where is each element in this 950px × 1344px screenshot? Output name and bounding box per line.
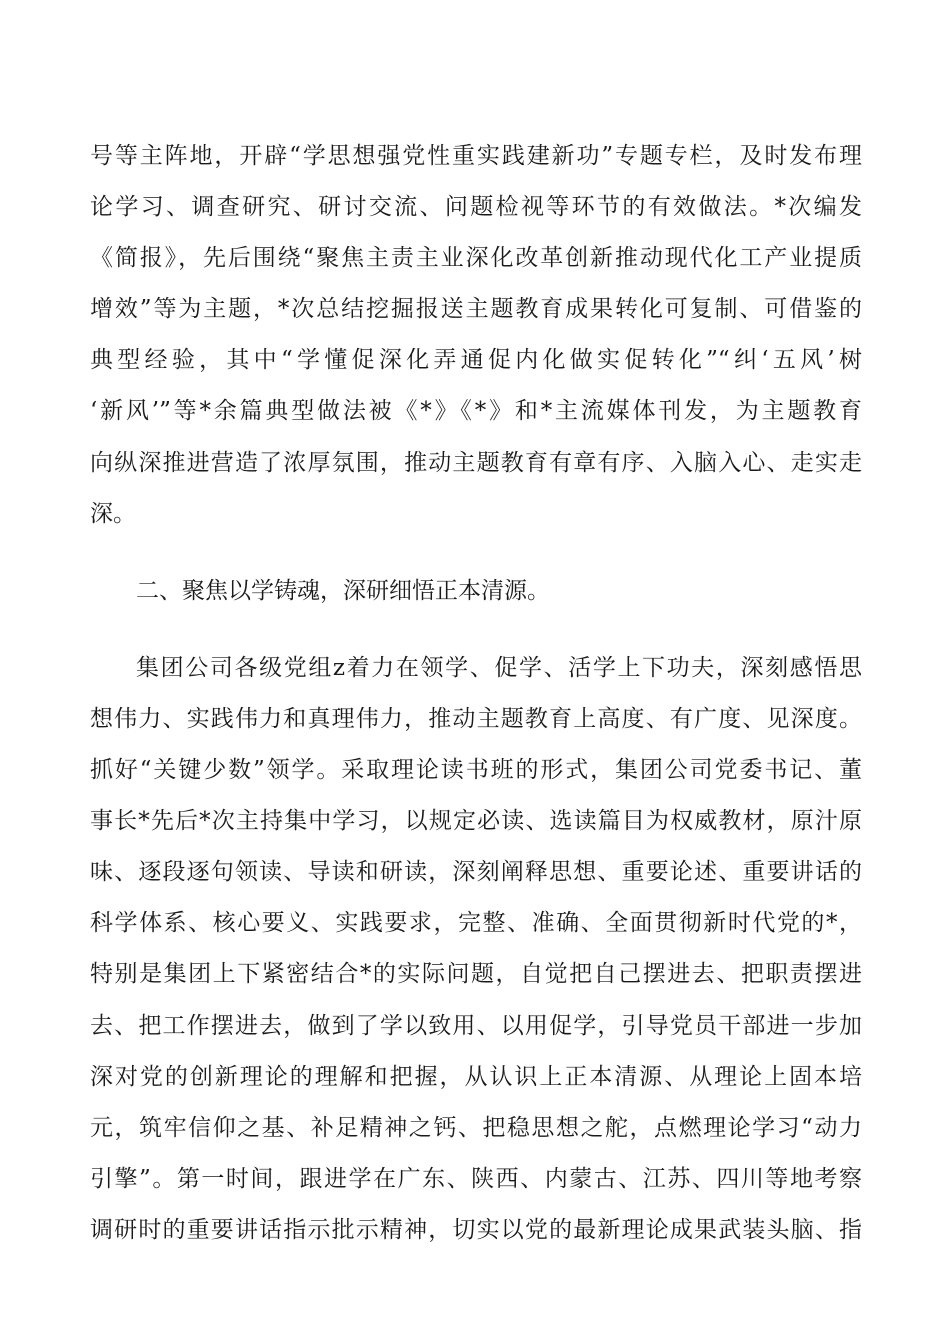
text-line: 增效”等为主题，*次总结挖掘报送主题教育成果转化可复制、可借鉴的 — [90, 296, 862, 323]
paragraph-continuation — [90, 131, 862, 540]
text-line: 特别是集团上下紧密结合*的实际问题，自觉把自己摆进去、把职责摆进 — [90, 961, 862, 988]
text-line: 深对党的创新理论的理解和把握，从认识上正本清源、从理论上固本培 — [90, 1063, 862, 1090]
text-line: 元，筑牢信仰之基、补足精神之钙、把稳思想之舵，点燃理论学习“动力 — [90, 1114, 862, 1141]
text-line: 抓好“关键少数”领学。采取理论读书班的形式，集团公司党委书记、董 — [90, 757, 862, 784]
text-line: 科学体系、核心要义、实践要求，完整、准确、全面贯彻新时代党的*， — [90, 910, 862, 937]
text-line: 想伟力、实践伟力和真理伟力，推动主题教育上高度、有广度、见深度。 — [90, 705, 862, 732]
text-line: ‘新风’”等*余篇典型做法被《*》《*》和*主流媒体刊发，为主题教育 — [90, 398, 862, 425]
text-line: 引擎”。第一时间，跟进学在广东、陕西、内蒙古、江苏、四川等地考察 — [90, 1165, 862, 1192]
text-line: 深。 — [90, 500, 136, 527]
text-line: 调研时的重要讲话指示批示精神，切实以党的最新理论成果武装头脑、指 — [90, 1216, 862, 1243]
text-line: 典型经验，其中“学懂促深化弄通促内化做实促转化”“纠‘五风’树 — [90, 347, 862, 374]
paragraph-section-two — [90, 643, 862, 1256]
document-body — [90, 131, 862, 1256]
text-line: 号等主阵地，开辟“学思想强党性重实践建新功”专题专栏，及时发布理 — [90, 143, 862, 169]
text-line: 集团公司各级党组z着力在领学、促学、活学上下功夫，深刻感悟思 — [136, 654, 862, 681]
text-line: 《简报》，先后围绕“聚焦主责主业深化改革创新推动现代化工产业提质 — [90, 245, 862, 272]
text-line: 去、把工作摆进去，做到了学以致用、以用促学，引导党员干部进一步加 — [90, 1012, 862, 1039]
section-heading: 二、聚焦以学铸魂，深研细悟正本清源。 — [136, 577, 550, 604]
text-line: 事长*先后*次主持集中学习，以规定必读、选读篇目为权威教材，原汁原 — [90, 808, 862, 835]
text-line: 味、逐段逐句领读、导读和研读，深刻阐释思想、重要论述、重要讲话的 — [90, 859, 862, 886]
text-line: 向纵深推进营造了浓厚氛围，推动主题教育有章有序、入脑入心、走实走 — [90, 449, 862, 476]
text-line: 论学习、调查研究、研讨交流、问题检视等环节的有效做法。*次编发 — [90, 194, 862, 221]
